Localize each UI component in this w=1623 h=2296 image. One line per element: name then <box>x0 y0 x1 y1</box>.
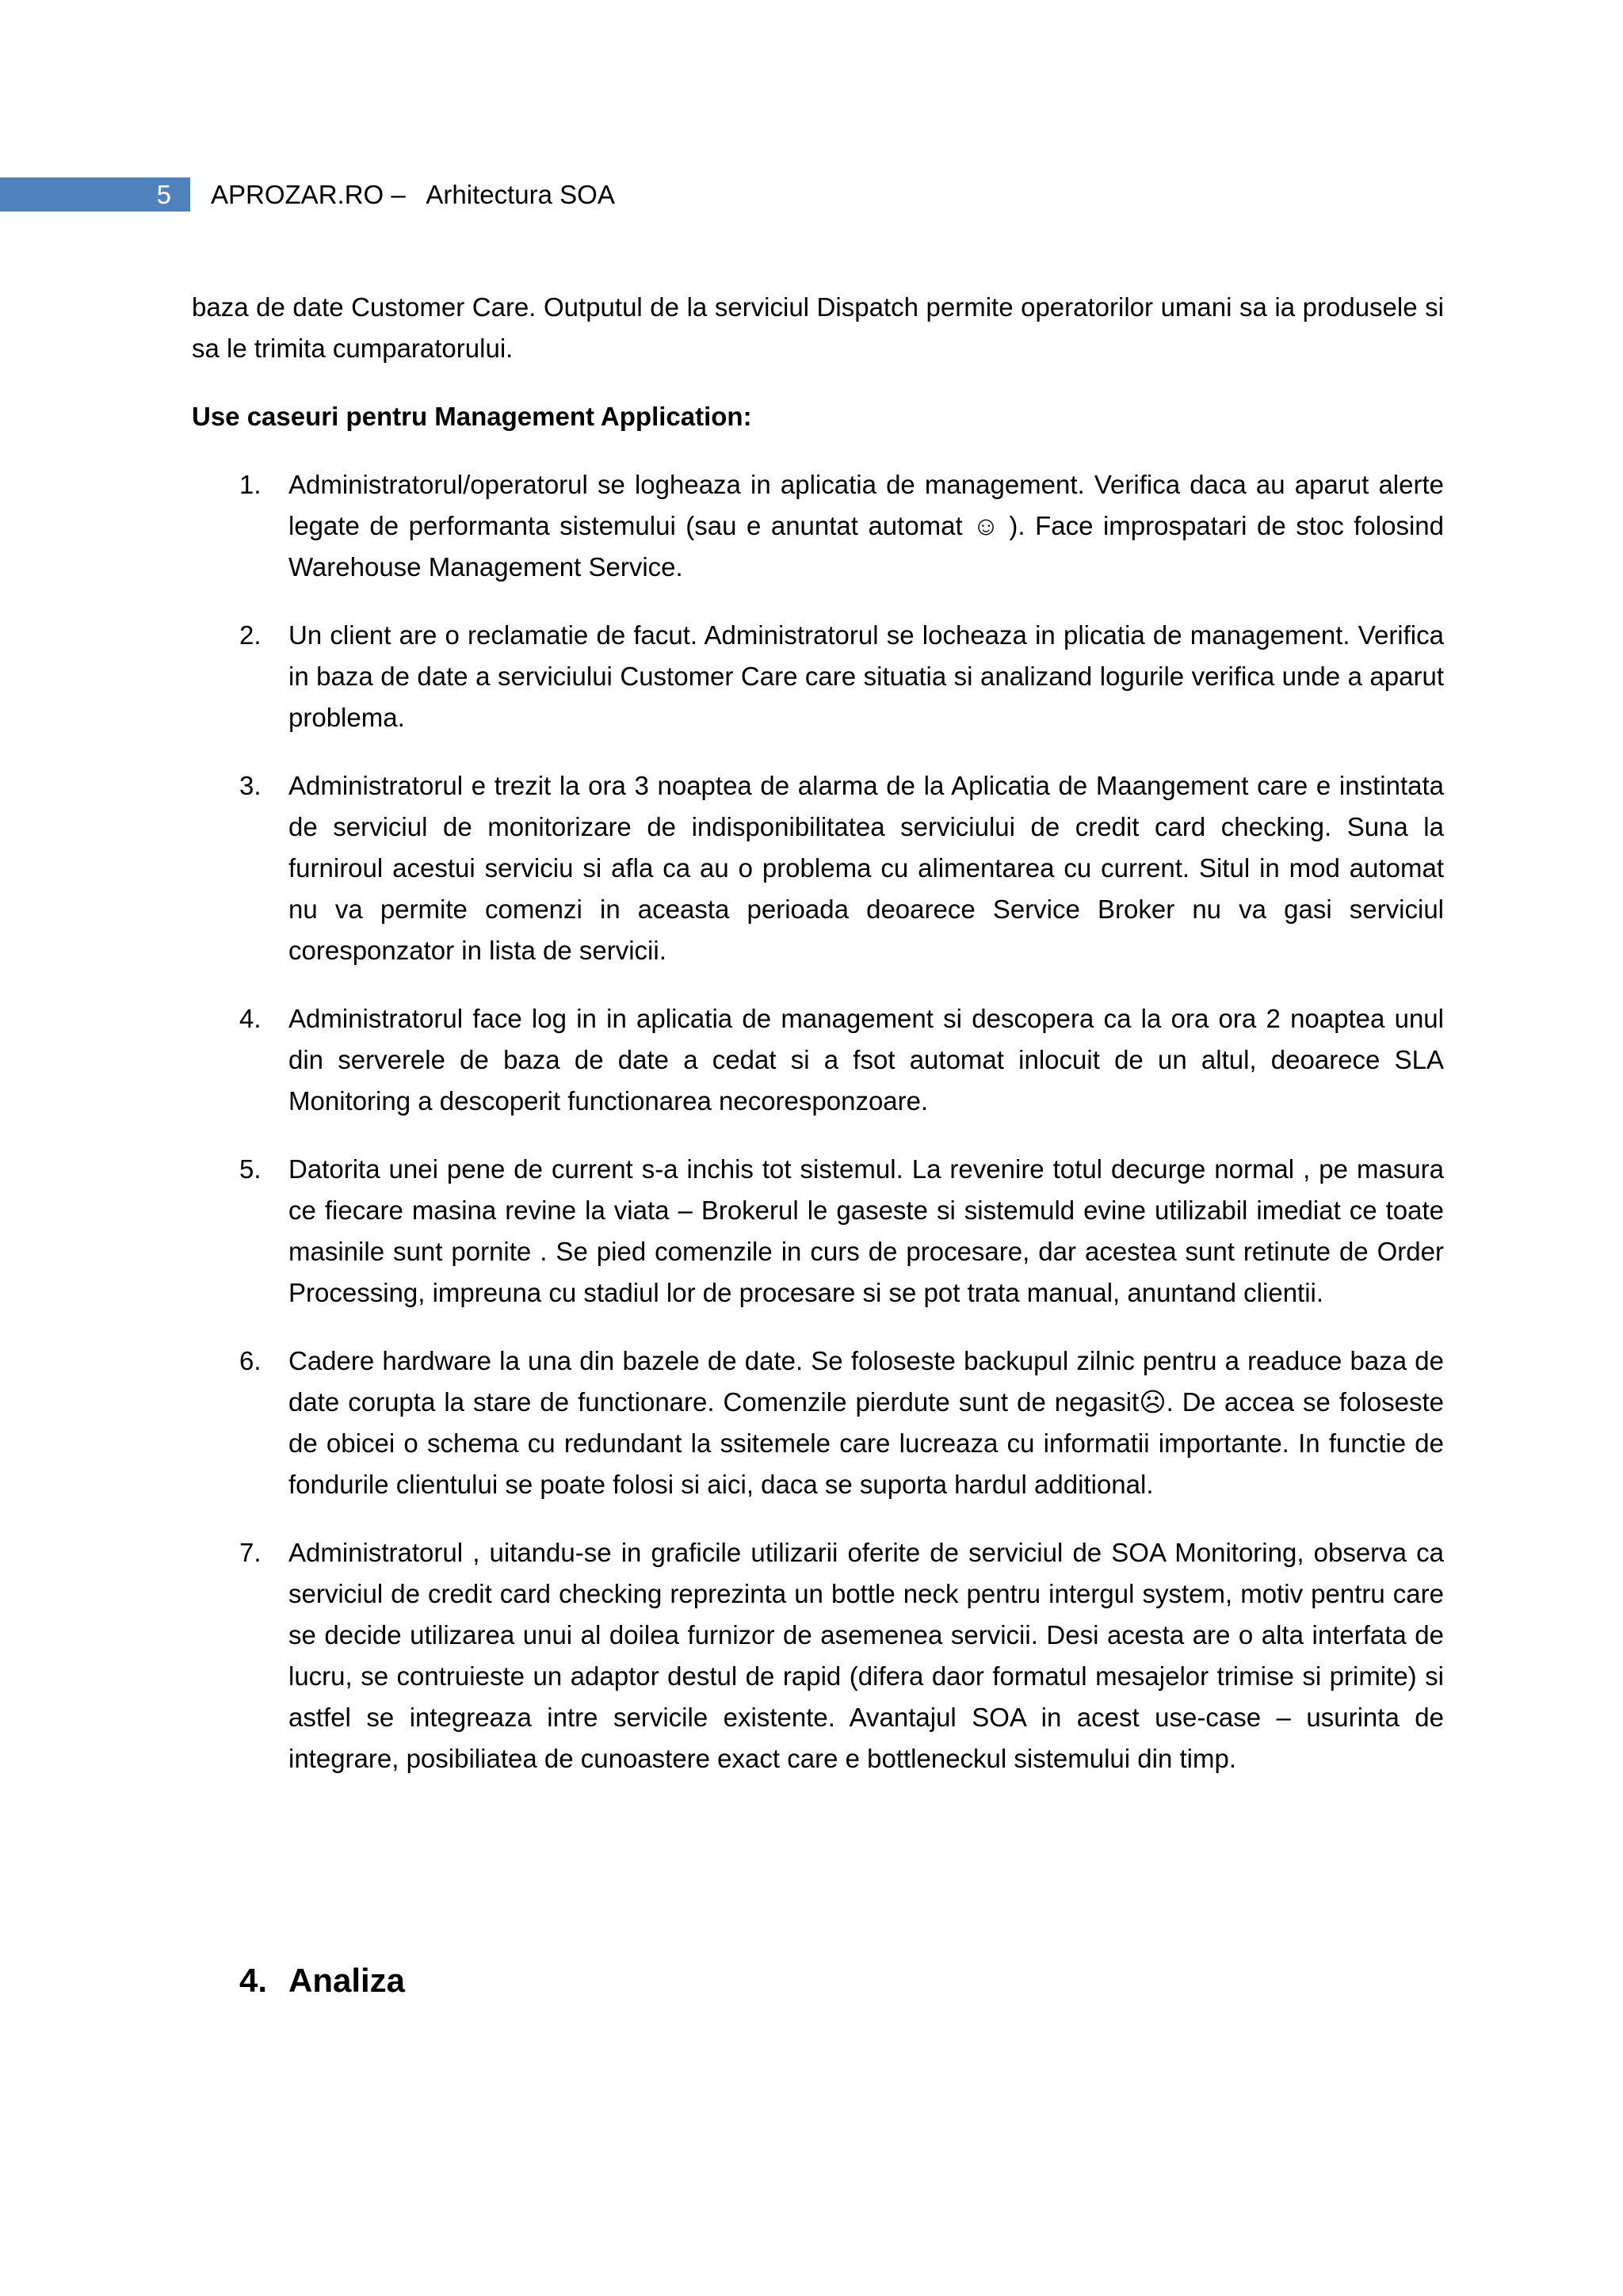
use-case-text: Administratorul face log in in aplicatia de management si descopera ca la ora ora 2 noaptea unul din serverele de baza de date a cedat si a fsot automat inlocuit de un altul, deoarece SLA Monitoring a descoperit functionarea necoresponzoare. <box>288 1004 1444 1116</box>
use-case-number: 7. <box>239 1538 262 1567</box>
use-case-text: Administratorul , uitandu-se in graficile utilizarii oferite de serviciul de SOA Monitoring, observa ca serviciul de credit card checking reprezinta un bottle neck pentru intergul system, motiv pentru care se decide utilizarea unui al doilea furnizor de asemenea servicii. Desi acesta are o alta interfata de lucru, se contruieste un adaptor destul de rapid (difera daor formatul mesajelor trimise si primite) si astfel se integreaza intre servicile existente. Avantajul SOA in acest use-case – usurinta de integrare, posibiliatea de cunoastere exact care e bottleneckul sistemului din timp. <box>288 1538 1444 1773</box>
page-number: 5 <box>156 180 171 209</box>
use-case-number: 2. <box>239 620 262 650</box>
use-case-item-7 <box>192 1532 1444 1779</box>
use-case-list <box>192 464 1444 1779</box>
header-title: APROZAR.RO – Arhitectura SOA <box>211 180 615 209</box>
section-number: 4. <box>239 1962 268 1999</box>
use-case-item-6 <box>192 1341 1444 1505</box>
document-body <box>192 287 1444 1806</box>
use-case-number: 5. <box>239 1154 262 1184</box>
header-accent-bar <box>0 177 190 212</box>
use-case-item-3 <box>192 765 1444 971</box>
section-title: Analiza <box>288 1962 406 1999</box>
intro-paragraph: baza de date Customer Care. Outputul de la serviciul Dispatch permite operatorilor umani sa ia produsele si sa le trimita cumparatorului. <box>192 292 1444 363</box>
use-case-number: 6. <box>239 1346 262 1375</box>
use-case-text: Administratorul e trezit la ora 3 noaptea de alarma de la Aplicatia de Maangement care e instintata de serviciul de monitorizare de indisponibilitatea serviciului de credit card checking. Suna la furniroul acestui serviciu si afla ca au o problema cu alimentarea cu current. Situl in mod automat nu va permite comenzi in aceasta perioada deoarece Service Broker nu va gasi serviciul coresponzator in lista de servicii. <box>288 771 1444 965</box>
use-case-text: Un client are o reclamatie de facut. Administratorul se locheaza in plicatia de management. Verifica in baza de date a serviciului Customer Care care situatia si analizand logurile verifica unde a aparut problema. <box>288 620 1444 732</box>
page-header <box>0 177 1623 212</box>
use-case-item-2 <box>192 615 1444 738</box>
section-heading <box>239 1957 405 2004</box>
use-case-item-1 <box>192 464 1444 588</box>
use-case-number: 4. <box>239 1004 262 1033</box>
use-cases-subheading: Use caseuri pentru Management Application: <box>192 402 752 431</box>
use-case-text: Administratorul/operatorul se logheaza in aplicatia de management. Verifica daca au aparut alerte legate de performanta sistemului (sau e anuntat automat ☺ ). Face improspatari de stoc folosind Warehouse Management Service. <box>288 470 1444 582</box>
use-case-number: 3. <box>239 771 262 800</box>
use-case-text: Cadere hardware la una din bazele de date. Se foloseste backupul zilnic pentru a readuce baza de date corupta la stare de functionare. Comenzile pierdute sunt de negasit☹. De accea se foloseste de obicei o schema cu redundant la ssitemele care lucreaza cu informatii importante. In functie de fondurile clientului se poate folosi si aici, daca se suporta hardul additional. <box>288 1346 1444 1499</box>
use-case-text: Datorita unei pene de current s-a inchis tot sistemul. La revenire totul decurge normal , pe masura ce fiecare masina revine la viata – Brokerul le gaseste si sistemuld evine utilizabil imediat ce toate masinile sunt pornite . Se pied comenzile in curs de procesare, dar acestea sunt retinute de Order Processing, impreuna cu stadiul lor de procesare si se pot trata manual, anuntand clientii. <box>288 1154 1444 1307</box>
use-case-item-4 <box>192 998 1444 1122</box>
use-case-number: 1. <box>239 470 262 499</box>
use-case-item-5 <box>192 1149 1444 1314</box>
